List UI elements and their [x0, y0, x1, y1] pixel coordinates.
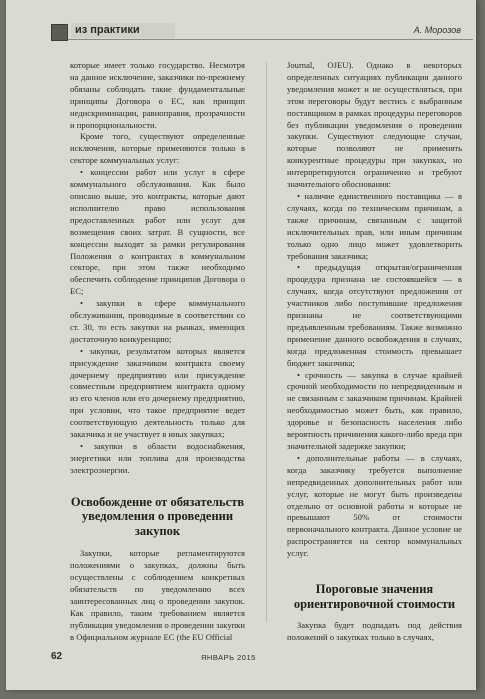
- paragraph: Кроме того, существуют определенные исключения, которые применяются только в секторе коммунальных услуг:: [70, 131, 245, 166]
- bullet-paragraph: • предыдущая открытая/ограниченная процедура признана не состоявшейся — в случаях, когда отсутствуют предложения от участников либо поступившие предложения признаны не соответствующими предъявленным требованиям. Также возможно применение данного освобождения в случаях, когда предложенная стоимость превышает бюджет заказчика;: [287, 262, 462, 368]
- bullet-paragraph: • закупки, результатом которых является присуждение заказчиком контракта своему дочернему предприятию или присуждение совместным предприятием контракта одному из его членов или его дочернему предприятию, при условии, что такое предприятие ведет соответствующую деятельность только для заказчика и не участвует в иных закупках;: [70, 345, 245, 440]
- column-divider: [266, 62, 267, 622]
- bullet-paragraph: • наличие единственного поставщика — в случаях, когда по техническим причинам, а также причинам, связанным с защитой исключительных прав, или иным причинам только одно лицо может удовлетворить требования заказчика;: [287, 190, 462, 261]
- page-number: 62: [51, 651, 63, 662]
- author-name: А. Морозов: [413, 25, 461, 35]
- paragraph: Закупки, которые регламентируются положениями о закупках, должны быть осуществлены с соблюдением конкретных обязательств по уведомлению всех заинтересованных лиц о проведении закупок. Как правило, таким требованием является публикация уведомления о проведении закупки в Официальном журнале ЕС (the EU Official: [70, 548, 245, 642]
- paragraph: которые имеет только государство. Несмотря на данное исключение, заказчики по-прежнему обязаны соблюдать такие фундаментальные принципы Договора о ЕС, как принцип недискриминации, равноправия, прозрачности и пропорциональности.: [70, 60, 245, 130]
- paragraph: Journal, OJEU). Однако в некоторых определенных ситуациях публикация данного уведомления может и не осуществляться, при этом переговоры будут вестись с выбранным поставщиком в рамках процедуры переговоров без публикации уведомления о проведении закупки. Существуют следующие случаи, которые позволяют не применять конкурентные процедуры при закупках, но интерпретируются ограниченно и требуют значительного обоснования:: [287, 60, 462, 190]
- section-heading: Освобождение от обязательств уведомления о проведении закупок: [70, 494, 245, 538]
- bullet-paragraph: • концессии работ или услуг в сфере коммунального обслуживания. Как было описано выше, это контракты, которые дают исполнителю право использования предоставленных работ или услуг для возмещения своих затрат. В сущности, все концессии выходят за рамки регулирования Положения о контрактах в коммунальном секторе, при этом также необходимо обеспечить соблюдение принципов Договора о ЕС;: [70, 167, 245, 297]
- bullet-paragraph: • дополнительные работы — в случаях, когда заказчику требуется выполнение непредвиденных дополнительных работ или услуг, которые не могут быть произведены отдельно от основной работы и которые не превышают 50% от стоимости первоначального контракта. Данное условие не распространяется на сектор коммунальных услуг.: [287, 452, 462, 559]
- bullet-paragraph: • закупки в сфере коммунального обслуживания, проводимые в соответствии со ст. 30, то есть закупки на рынках, имеющих достаточную конкуренцию;: [70, 298, 245, 344]
- right-column: [287, 60, 462, 644]
- page-footer: [51, 651, 473, 665]
- section-title: из практики: [71, 23, 175, 38]
- bullet-paragraph: • срочность — закупка в случае крайней срочной необходимости по непредвиденным и не связанным с заказчиком причинам. Крайней необходимостью может быть, как правило, здоровье и безопасность населения либо вероятность причинения какого-либо вреда при значительной задержке закупки;: [287, 369, 462, 451]
- section-heading: Пороговые значения ориентировочной стоимости: [293, 582, 456, 611]
- magazine-page: [6, 0, 476, 690]
- section-marker-square: [51, 24, 68, 41]
- left-column: [70, 60, 245, 643]
- bullet-paragraph: • закупки в области водоснабжения, энергетики или топлива для производства электроэнергии.: [70, 441, 245, 475]
- paragraph: Закупка будет подпадать под действия положений о закупках только в случаях,: [287, 620, 462, 642]
- issue-date: ЯНВАРЬ 2015: [201, 653, 256, 662]
- running-header: [51, 22, 473, 40]
